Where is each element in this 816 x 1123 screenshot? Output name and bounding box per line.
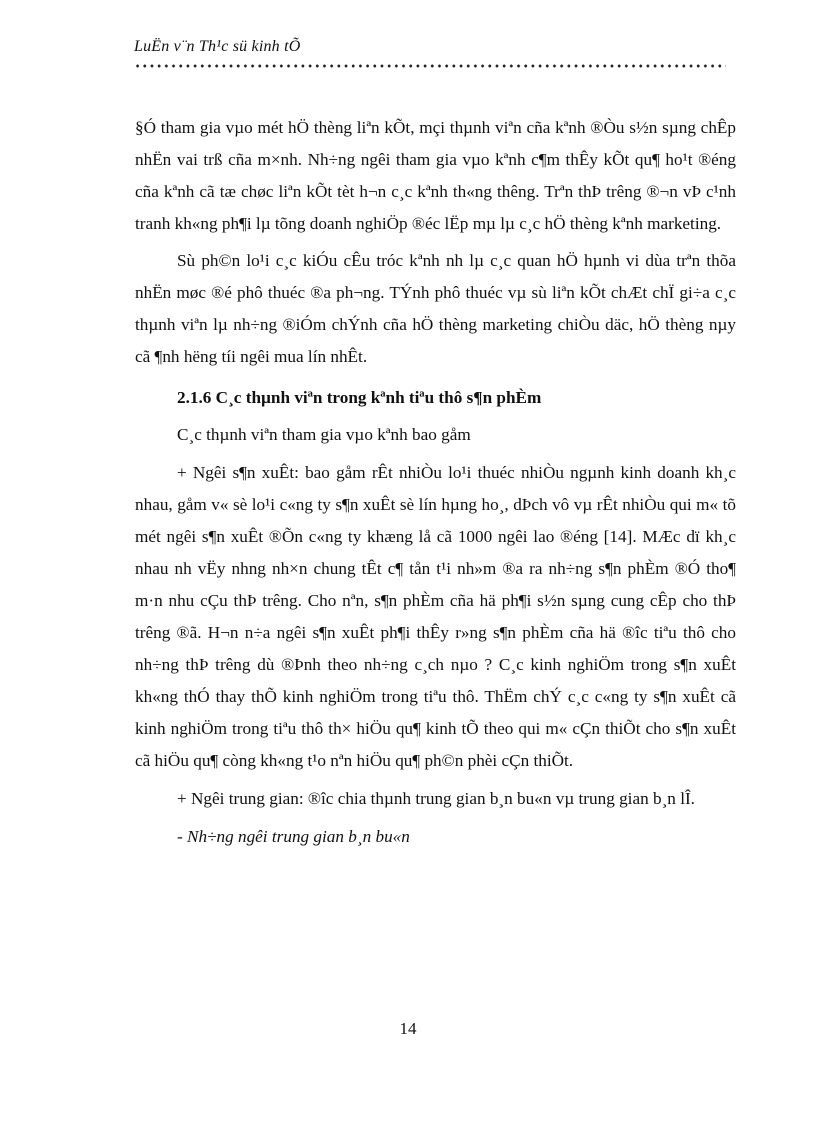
body-paragraph-2: Sù ph©n lo¹i c¸c kiÓu cÊu tróc kªnh nh lµ c¸c quan hÖ hµnh vi dùa trªn thõa nhËn møc ®é phô thuéc ®a ph¬ng. TÝnh phô thuéc vµ sù liªn kÕt chÆt chÏ gi÷a c¸c thµnh viªn lµ nh÷ng ®iÓm chÝnh cña hÖ thèng marketing chiÒu däc, hÖ thèng nµy cã ¶nh hëng tíi ngêi mua lín nhÊt.: [135, 251, 736, 366]
producer-paragraph: + Ngêi s¶n xuÊt: bao gåm rÊt nhiÒu lo¹i thuéc nhiÒu ngµnh kinh doanh kh¸c nhau, gåm v« sè lo¹i c«ng ty s¶n xuÊt sè lín hµng ho¸, dÞch vô vµ rÊt nhiÒu qui m« tõ mét ngêi s¶n xuÊt ®Õn c«ng ty khæng lå cã 1000 ngêi lao ®éng [14]. MÆc dï kh¸c nhau nh vËy nhng nh×n chung tÊt c¶ tån t¹i nh»m ®a ra nh÷ng s¶n phÈm ®Ó tho¶ m·n nhu cÇu thÞ trêng. Cho nªn, s¶n phÈm cña hä ph¶i s½n sµng cung cÊp cho thÞ trêng ®ã. H¬n n÷a ngêi s¶n xuÊt ph¶i thÊy r»ng s¶n phÈm cña hä ®îc tiªu thô cho nh÷ng thÞ trêng dù ®Þnh theo nh÷ng c¸ch nµo ? C¸c kinh nghiÖm trong s¶n xuÊt kh«ng thÓ thay thÕ kinh nghiÖm trong tiªu thô. ThËm chÝ c¸c c«ng ty s¶n xuÊt cã kinh nghiÖm trong tiªu thô th× hiÖu qu¶ kinh tÕ theo qui m« cÇn thiÕt cho s¶n xuÊt cã hiÖu qu¶ còng kh«ng t¹o nªn hiÖu qu¶ ph©n phèi cÇn thiÕt.: [135, 463, 736, 770]
header-dotted-rule: [134, 62, 726, 70]
page-body: [135, 112, 736, 853]
intro-line: C¸c thµnh viªn tham gia vµo kªnh bao gåm: [177, 425, 471, 444]
intermediary-paragraph: + Ngêi trung gian: ®îc chia thµnh trung gian b¸n bu«n vµ trung gian b¸n lÎ.: [177, 789, 695, 808]
wholesale-intermediary-line: - Nh÷ng ngêi trung gian b¸n bu«n: [177, 827, 410, 846]
running-header: LuËn v¨n Th¹c sü kinh tÕ: [134, 38, 301, 55]
page-number: 14: [399, 1019, 417, 1038]
section-heading: 2.1.6 C¸c thµnh viªn trong kªnh tiªu thô s¶n phÈm: [177, 388, 542, 407]
body-paragraph-1: §Ó tham gia vµo mét hÖ thèng liªn kÕt, mçi thµnh viªn cña kªnh ®Òu s½n sµng chÊp nhËn vai trß cña m×nh. Nh÷ng ngêi tham gia vµo kªnh c¶m thÊy kÕt qu¶ ho¹t ®éng cña kªnh cã tæ chøc liªn kÕt tèt h¬n c¸c kªnh th«ng thêng. Trªn thÞ trêng ®¬n vÞ c¹nh tranh kh«ng ph¶i lµ tõng doanh nghiÖp ®éc lËp mµ lµ c¸c hÖ thèng kªnh marketing.: [135, 118, 736, 233]
